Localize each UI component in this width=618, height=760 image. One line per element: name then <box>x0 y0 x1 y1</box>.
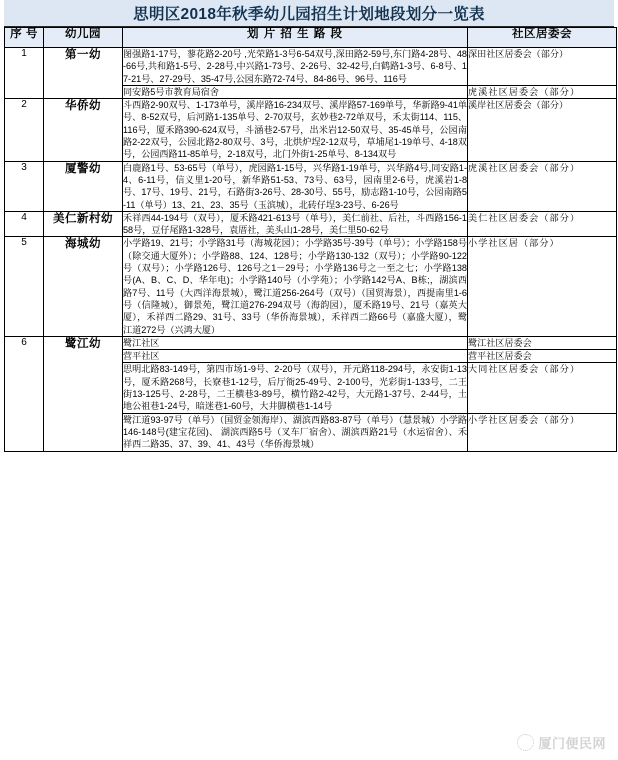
table-row <box>5 161 617 211</box>
cell-index: 4 <box>5 211 44 237</box>
cell-roads: 同安路5号市教育局宿舍 <box>123 85 468 98</box>
cell-school-name: 鹭江幼 <box>44 336 123 451</box>
cell-index: 3 <box>5 161 44 211</box>
table-row <box>5 211 617 237</box>
cell-index: 2 <box>5 99 44 161</box>
column-header-roads: 划 片 招 生 路 段 <box>123 28 468 48</box>
watermark-text: 厦门便民网 <box>538 736 606 751</box>
table-body <box>5 48 617 452</box>
cell-community: 营平社区居委会 <box>468 350 617 363</box>
table-row <box>5 336 617 349</box>
cell-community: 深田社区居委会（部分） <box>468 48 617 86</box>
cell-school-name: 美仁新村幼 <box>44 211 123 237</box>
cell-roads: 鹭江道93-97号（单号）（国贸金领海岸）、湖滨西路83-87号（单号）（慧景城）小学路146-148号(建宝花园)、 湖滨西路5号（叉车厂宿舍）、湖滨西路21号（水运宿舍）、禾祥西二路35、37、39、41、43号（华侨海景城） <box>123 414 467 450</box>
cell-community: 溪岸社区居委会（部分） <box>468 99 617 161</box>
cell-index: 6 <box>5 336 44 451</box>
cell-index: 1 <box>5 48 44 99</box>
column-header-index: 序 号 <box>5 28 44 48</box>
enrollment-table <box>4 27 617 452</box>
cell-roads: 小学路19、21号；小学路31号（海城花园）；小学路35号-39号（单号）；小学路158号（除交通大厦外）；小学路88、124、128号；小学路130-132（双号）；小学路90-122号（双号）；小学路126号、126号之1－29号；小学路136号之一至之七；小学路138号(A、B、C、D、华年电)；小学路140号（小学苑）；小学路142号A、B栋;，湖滨西路7号、11号（大西洋海景城），鹭江道256-264号（双号）（国贸海景），西提南里1-6号（信隆城），御景苑，鹭江道276-294双号（海韵园），厦禾路19号、21号（嘉英大厦），禾祥西二路29、31号、33号（华侨海景城），禾祥西二路66号（嘉盛大厦），鹭江道272号（兴鸿大厦） <box>123 238 467 335</box>
cell-index: 5 <box>5 237 44 336</box>
cell-community: 小学社区居（部分） <box>468 237 617 336</box>
column-header-community: 社区居委会 <box>468 28 617 48</box>
site-watermark <box>517 733 606 752</box>
watermark-logo-icon <box>517 734 534 751</box>
document-title-bar <box>4 0 614 27</box>
cell-roads: 斗西路2-90双号、1-173单号，溪岸路16-234双号、溪岸路57-169单号，华新路9-41单号、8-52双号，后河路1-135单号、2-70双号，玄妙巷2-72单双号，禾太街114、115、116号，厦禾路390-624双号，斗涵巷2-57号，出米岩12-50双号、35-45单号，公园南路2-22双号，公园北路2-80双号、3号，北烘炉埕2-12双号，草埔尾1-19单号、4-18双号，公园西路11-85单号，2-18双号，北门外街1-25单号、8-134双号 <box>123 100 467 160</box>
cell-community: 美仁社区居委会（部分） <box>468 211 617 237</box>
cell-roads: 白鹿路1号、53-65号（单号），虎园路1-15号，兴华路1-19单号，兴华路4号,同安路1-4、6-11号，信义里1-20号，新华路51-53、73号、63号，园南里2-6号，虎溪岩1-8号、17号、19号、21号，石路街3-26号、28-30号、55号，励志路1-10号，公园南路5-11（单号）13、21、23、35号（玉滨城），北砖仔埕3-23号、6-26号 <box>123 162 467 210</box>
page-title: 思明区2018年秋季幼儿园招生计划地段划分一览表 <box>133 6 485 23</box>
column-header-school: 幼儿园 <box>44 28 123 48</box>
cell-roads: 思明北路83-149号，第四市场1-9号、2-20号（双号），开元路118-294号，永安街1-13号，厦禾路268号，长寮巷1-12号，后厅衙25-49号、2-100号，光彩街1-133号，二王街13-125号、2-28号，二王横巷3-89号，横竹路2-42号，大元路1-37号、2-44号，土地公祖巷1-24号，暗迷巷1-60号，大井脚横巷1-14号 <box>123 364 467 412</box>
cell-community: 虎溪社区居委会（部分） <box>468 85 617 98</box>
cell-community: 虎溪社区居委会（部分） <box>468 161 617 211</box>
cell-school-name: 第一幼 <box>44 48 123 99</box>
table-header <box>5 28 617 48</box>
cell-roads: 鹭江社区 <box>123 336 468 349</box>
table-row <box>5 237 617 336</box>
table-row <box>5 99 617 161</box>
cell-roads: 图强路1-17号，蓼花路2-20号 ,光荣路1-3号6-54双号,深田路2-59号,东门路4-28号、48-66号,共和路1-5号、2-28号,中兴路1-73号、2-26号、32-42号,白鹤路1-3号、6-8号、17-21号、27-29号、35-47号,公园东路72-74号、84-86号、96号、116号 <box>123 49 467 84</box>
cell-roads: 禾祥西44-194号（双号），厦禾路421-613号（单号），美仁前社、后社，斗西路156-158号，豆仔尾路1-328号，袁厝社，美头山1-28号，美仁里50-62号 <box>123 212 467 236</box>
cell-community: 大同社区居委会（部分） <box>468 363 617 413</box>
cell-school-name: 厦警幼 <box>44 161 123 211</box>
cell-school-name: 华侨幼 <box>44 99 123 161</box>
table-row <box>5 48 617 86</box>
cell-roads: 营平社区 <box>123 350 468 363</box>
cell-community: 小学社区居委会（部分） <box>468 413 617 451</box>
cell-school-name: 海城幼 <box>44 237 123 336</box>
cell-community: 鹭江社区居委会 <box>468 336 617 349</box>
header-row <box>5 28 617 48</box>
